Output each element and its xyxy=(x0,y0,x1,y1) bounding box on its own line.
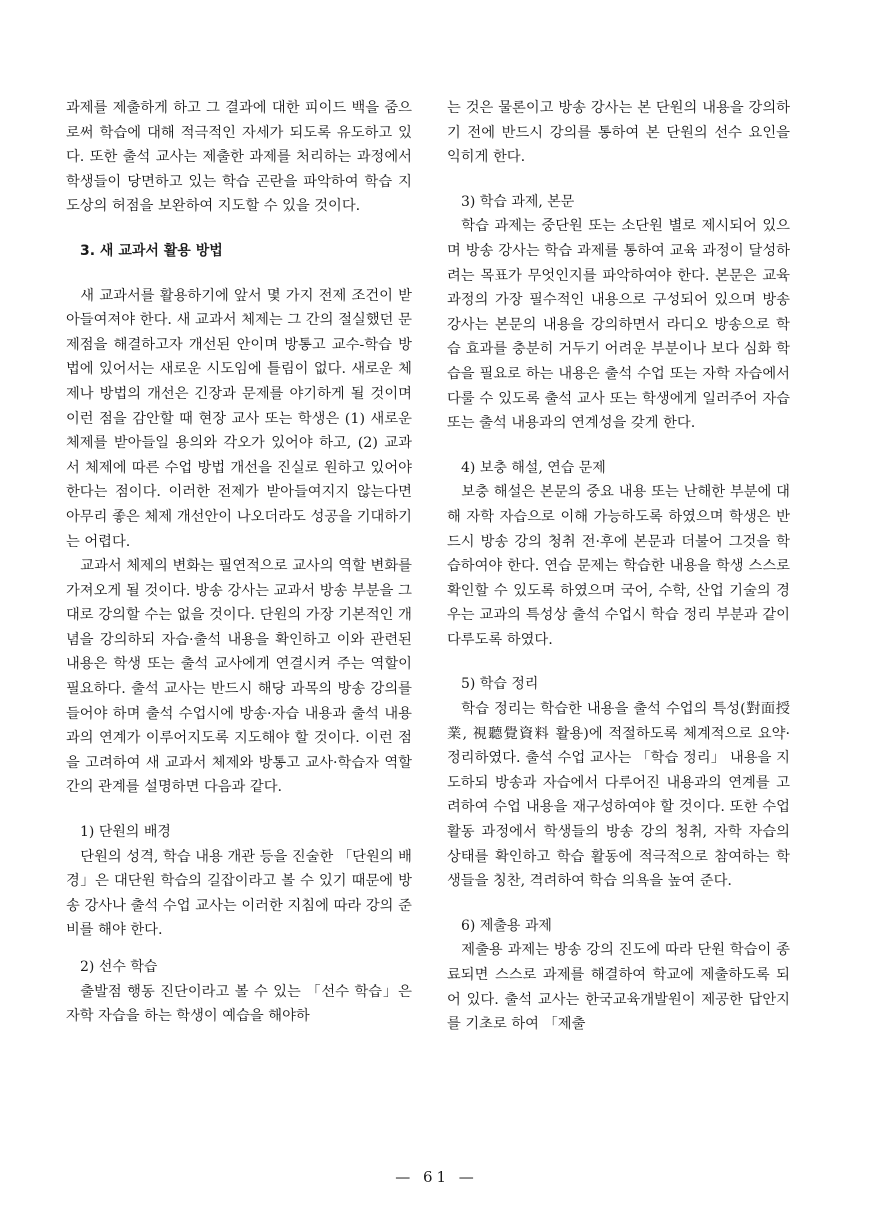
paragraph: 는 것은 물론이고 방송 강사는 본 단원의 내용을 강의하기 전에 반드시 강의를 통하여 본 단원의 선수 요인을 익히게 한다. xyxy=(447,100,790,166)
left-column xyxy=(66,96,412,1029)
subsection-heading: 5) 학습 정리 xyxy=(461,676,539,693)
paragraph: 단원의 성격, 학습 내용 개관 등을 진술한 「단원의 배경」은 대단원 학습의 길잡이라고 볼 수 있기 때문에 방송 강사나 출석 수업 교사는 이러한 지침에 따라 강의 준비를 해야 한다. xyxy=(66,848,412,939)
paragraph: 교과서 체제의 변화는 필연적으로 교사의 역할 변화를 가져오게 될 것이다. 방송 강사는 교과서 방송 부분을 그대로 강의할 수는 없을 것이다. 단원의 가장 기본적인 개념을 강의하되 자습·출석 내용을 확인하고 이와 관련된 내용은 학생 또는 출석 교사에게 연결시켜 주는 역할이 필요하다. 출석 교사는 반드시 해당 과목의 방송 강의를 들어야 하며 출석 수업시에 방송·자습 내용과 출석 내용과의 연계가 이루어지도록 지도해야 할 것이다. 이런 점을 고려하여 새 교과서 체제와 방통고 교사·학습자 역할 간의 관계를 설명하면 다음과 같다. xyxy=(66,558,412,796)
paragraph: 보충 해설은 본문의 중요 내용 또는 난해한 부분에 대해 자학 자습으로 이해 가능하도록 하였으며 학생은 반드시 방송 강의 청취 전·후에 본문과 더불어 그것을 학습하여야 한다. 연습 문제는 학습한 내용을 학생 스스로 확인할 수 있도록 하였으며 국어, 수학, 산업 기술의 경우는 교과의 특성상 출석 수업시 학습 정리 부분과 같이 다루도록 하였다. xyxy=(447,484,790,648)
subsection-heading: 6) 제출용 과제 xyxy=(461,917,552,934)
paragraph: 과제를 제출하게 하고 그 결과에 대한 피이드 백을 줌으로써 학습에 대해 적극적인 자세가 되도록 유도하고 있다. 또한 출석 교사는 제출한 과제를 처리하는 과정에서 학생들이 당면하고 있는 학습 곤란을 파악하여 학습 지도상의 허점을 보완하여 지도할 수 있을 것이다. xyxy=(66,100,412,215)
page-number: — 61 — xyxy=(395,1168,478,1186)
right-column xyxy=(447,96,790,1037)
paragraph: 제출용 과제는 방송 강의 진도에 따라 단원 학습이 종료되면 스스로 과제를 해결하여 학교에 제출하도록 되어 있다. 출석 교사는 한국교육개발원이 제공한 답안지를 기초로 하여 「제출 xyxy=(447,942,790,1033)
paragraph: 학습 과제는 중단원 또는 소단원 별로 제시되어 있으며 방송 강사는 학습 과제를 통하여 교육 과정이 달성하려는 목표가 무엇인지를 파악하여야 한다. 본문은 교육 과정의 가장 필수적인 내용으로 구성되어 있으며 방송 강사는 본문의 내용을 강의하면서 라디오 방송으로 학습 효과를 충분히 거두기 어려운 부분이나 보다 심화 학습을 필요로 하는 내용은 출석 수업 또는 자학 자습에서 다룰 수 있도록 출석 교사 또는 학생에게 일러주어 자습 또는 출석 내용과의 연계성을 갖게 한다. xyxy=(447,218,790,432)
section-heading: 3. 새 교과서 활용 방법 xyxy=(80,242,223,259)
subsection-heading: 3) 학습 과제, 본문 xyxy=(461,193,575,210)
paragraph: 학습 정리는 학습한 내용을 출석 수업의 특성(對面授業, 視聽覺資料 활용)에 적절하도록 체계적으로 요약·정리하였다. 출석 수업 교사는 「학습 정리」 내용을 지도하되 방송과 자습에서 다루어진 내용과의 연계를 고려하여 수업 내용을 재구성하여야 할 것이다. 또한 수업 활동 과정에서 학생들의 방송 강의 청취, 자학 자습의 상태를 확인하고 학습 활동에 적극적으로 참여하는 학생들을 칭찬, 격려하여 학습 의욕을 높여 준다. xyxy=(447,701,790,890)
subsection-heading: 2) 선수 학습 xyxy=(80,959,158,975)
paragraph: 출발점 행동 진단이라고 볼 수 있는 「선수 학습」은 자학 자습을 하는 학생이 예습을 해야하 xyxy=(66,983,412,1025)
paragraph: 새 교과서를 활용하기에 앞서 몇 가지 전제 조건이 받아들여져야 한다. 새 교과서 체제는 그 간의 절실했던 문제점을 해결하고자 개선된 안이며 방통고 교수-학습 방법에 있어서는 새로운 시도임에 틀림이 없다. 새로운 체제나 방법의 개선은 긴장과 문제를 야기하게 될 것이며 이런 점을 감안할 때 현장 교사 또는 학생은 (1) 새로운 체제를 받아들일 용의와 각오가 있어야 하고, (2) 교과서 체제에 따른 수업 방법 개선을 진실로 원하고 있어야 한다는 점이다. 이러한 전제가 받아들여지지 않는다면 아무리 좋은 체제 개선안이 나오더라도 성공을 기대하기는 어렵다. xyxy=(66,287,412,550)
subsection-heading: 4) 보충 해설, 연습 문제 xyxy=(461,459,606,476)
subsection-heading: 1) 단원의 배경 xyxy=(80,824,171,841)
